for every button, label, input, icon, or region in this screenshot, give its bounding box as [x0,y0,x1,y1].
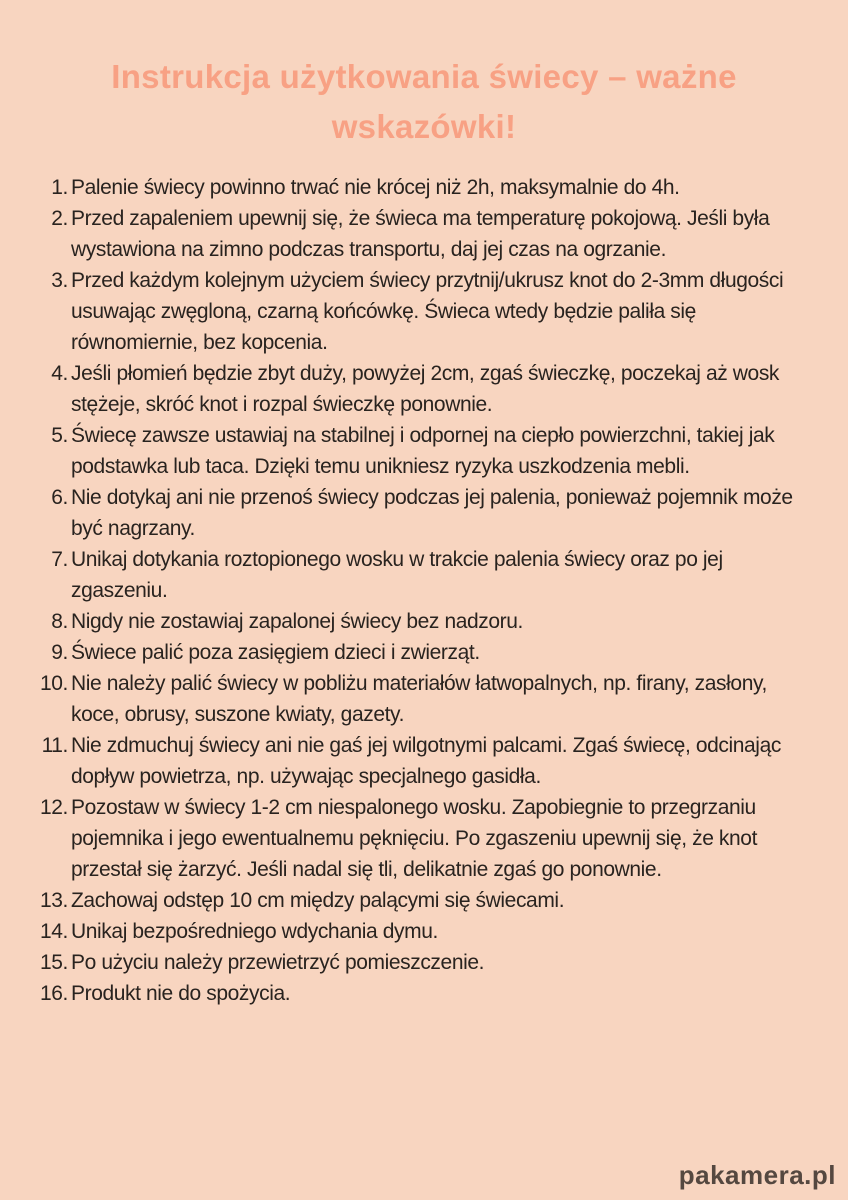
list-item [28,265,810,358]
list-item [28,358,810,420]
pakamera-watermark: pakamera.pl [678,1160,836,1190]
item-number: 11. [41,734,68,757]
item-text: Palenie świecy powinno trwać nie krócej niż 2h, maksymalnie do 4h. [71,176,680,199]
item-text: Jeśli płomień będzie zbyt duży, powyżej 2cm, zgaś świeczkę, poczekaj aż wosk stężeje, skróć knot i rozpal świeczkę ponownie. [71,362,780,416]
instructions-list [0,172,848,1009]
item-number: 12. [40,796,68,819]
item-number: 9. [51,641,68,664]
item-text: Nigdy nie zostawiaj zapalonej świecy bez nadzoru. [71,610,523,633]
item-number: 1. [51,176,68,199]
item-number: 3. [51,269,68,292]
item-number: 5. [51,424,68,447]
item-text: Nie dotykaj ani nie przenoś świecy podczas jej palenia, ponieważ pojemnik może być nagrzany. [71,486,793,540]
item-text: Pozostaw w świecy 1-2 cm niespalonego wosku. Zapobiegnie to przegrzaniu pojemnika i jego ewentualnemu pęknięciu. Po zgaszeniu upewnij się, że knot przestał się żarzyć. Jeśli nadal się tli, delikatnie zgaś go ponownie. [71,796,758,881]
item-number: 2. [51,207,68,230]
list-item [28,606,810,637]
list-item [28,947,810,978]
item-text: Świece palić poza zasięgiem dzieci i zwierząt. [71,641,480,664]
item-text: Unikaj bezpośredniego wdychania dymu. [71,920,438,943]
list-item [28,172,810,203]
item-number: 13. [40,889,68,912]
page-title: Instrukcja użytkowania świecy – ważne wskazówki! [111,58,737,145]
list-item [28,668,810,730]
item-text: Produkt nie do spożycia. [71,982,291,1005]
item-number: 16. [40,982,68,1005]
item-number: 10. [40,672,68,695]
list-item [28,203,810,265]
item-text: Przed zapaleniem upewnij się, że świeca ma temperaturę pokojową. Jeśli była wystawiona na zimno podczas transportu, daj jej czas na ogrzanie. [71,207,770,261]
list-item [28,792,810,885]
item-number: 6. [51,486,68,509]
item-number: 7. [51,548,68,571]
list-item [28,544,810,606]
item-number: 8. [51,610,68,633]
list-item [28,916,810,947]
list-item [28,885,810,916]
item-text: Nie należy palić świecy w pobliżu materiałów łatwopalnych, np. firany, zasłony, koce, obrusy, suszone kwiaty, gazety. [71,672,767,726]
item-number: 15. [40,951,68,974]
item-text: Przed każdym kolejnym użyciem świecy przytnij/ukrusz knot do 2-3mm długości usuwając zwęgloną, czarną końcówkę. Świeca wtedy będzie paliła się równomiernie, bez kopcenia. [71,269,784,354]
item-number: 14. [40,920,68,943]
item-number: 4. [51,362,68,385]
item-text: Nie zdmuchuj świecy ani nie gaś jej wilgotnymi palcami. Zgaś świecę, odcinając dopływ powietrza, np. używając specjalnego gasidła. [71,734,781,788]
list-item [28,482,810,544]
list-item [28,978,810,1009]
item-text: Po użyciu należy przewietrzyć pomieszczenie. [71,951,485,974]
list-item [28,730,810,792]
list-item [28,637,810,668]
item-text: Świecę zawsze ustawiaj na stabilnej i odpornej na ciepło powierzchni, takiej jak podstawka lub taca. Dzięki temu unikniesz ryzyka uszkodzenia mebli. [71,424,775,478]
list-item [28,420,810,482]
item-text: Unikaj dotykania roztopionego wosku w trakcie palenia świecy oraz po jej zgaszeniu. [71,548,723,602]
item-text: Zachowaj odstęp 10 cm między palącymi się świecami. [71,889,565,912]
